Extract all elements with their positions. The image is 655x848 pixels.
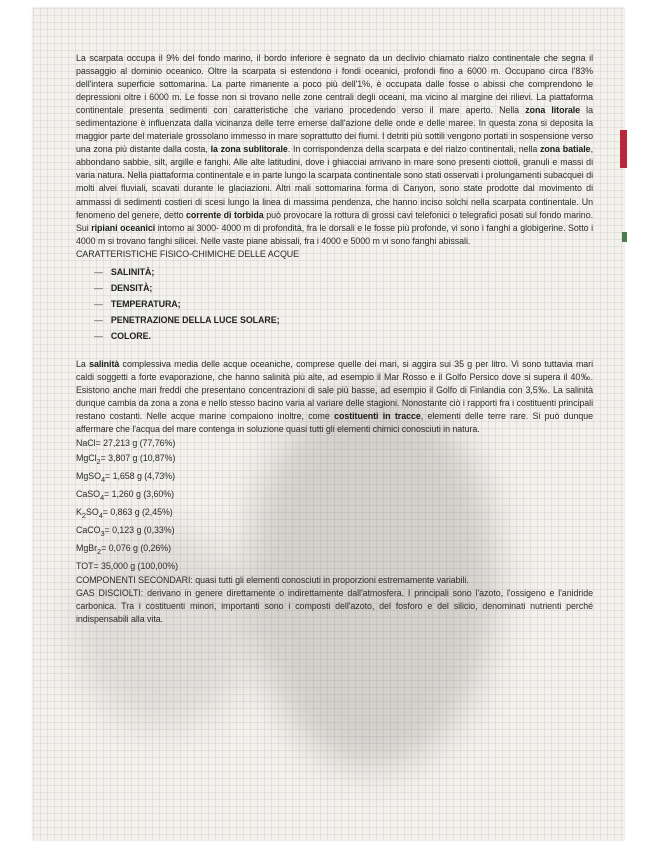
- section-title: CARATTERISTICHE FISICO-CHIMICHE DELLE ACQUE: [76, 248, 300, 259]
- compound-line: NaCl= 27,213 g (77,76%): [76, 438, 176, 449]
- compound-line: CaCO$_3$= 0,123 g (0,33%): [76, 525, 175, 538]
- compound-list: [76, 436, 593, 574]
- list-item: — DENSITÀ;: [94, 282, 153, 293]
- page-marker-tab: [620, 130, 627, 168]
- list-item: — PENETRAZIONE DELLA LUCE SOLARE;: [94, 314, 280, 325]
- list-item: — COLORE.: [94, 330, 151, 341]
- compound-line: CaSO$_4$= 1,260 g (3,60%): [76, 489, 174, 502]
- compound-line: MgCl$_2$= 3,807 g (10,87%): [76, 453, 176, 467]
- compound-line: $K_2SO_4= 0,863$ g (2,45%): [76, 507, 173, 520]
- list-item: — TEMPERATURA;: [94, 298, 181, 309]
- page-marker-tab: [622, 232, 627, 242]
- document-text: [76, 52, 593, 627]
- compound-line: MgBr$_2$= 0,076 g (0,26%): [76, 543, 172, 556]
- salinity-paragraph: La salinità complessiva media delle acque oceaniche, comprese quelle dei mari, si aggira sui 35 g per litro. Vi sono tuttavia mari caldi soggetti a forte evaporazione, che hanno salinità più alte, ad esempio il Mar Rosso e il Golfo Persico dove si supera il 40‰. Esistono anche mari freddi che presentano concentrazioni di sale più basse, ad esempio il Golfo di Finlandia con 3,5‰. La salinità dunque cambia da zona a zona e nello stesso bacino varia al variare delle stagioni. Nonostante ciò i rapporti fra i costituenti principali restano costanti. Nelle acque marine compaiono inoltre, come costituenti in tracce, elementi delle terre rare. Si può dunque affermare che l'acqua del mare contenga in soluzione quasi tutti gli elementi chimici conosciuti in natura.: [76, 358, 594, 434]
- properties-list: [94, 264, 593, 344]
- intro-paragraph: La scarpata occupa il 9% del fondo marino, il bordo inferiore è segnato da un declivio chiamato rialzo continentale che segna il passaggio al dominio oceanico. Oltre la scarpata si estendono i fondi oceanici, profondi fino a 6000 m. Occupano circa l'83% dell'intera superficie sottomarina. La parte rimanente a poco più dell'1%, è occupata dalle fosse o abissi che comprendono le depressioni oltre i 6000 m. Le fosse non si trovano nelle zone centrali degli oceani, ma vicino al margine dei rilievi. La piattaforma continentale presenta sedimenti con caratteristiche che variano procedendo verso il mare aperto. Nella zona litorale la sedimentazione è influenzata dalla vicinanza delle terre emerse dall'azione delle onde e delle maree. In questa zona si deposita la maggior parte del materiale grossolano immesso in mare soprattutto dei fiumi. I detriti più sottili vengono portati in sospensione verso una zona più distante dalla costa, la zona sublitorale. In corrispondenza della scarpata e del rialzo continentali, nella zona batiale, abbondano sabbie, silt, argille e fanghi. Alle alte latitudini, dove i ghiacciai arrivano in mare sono presenti ciottoli, granuli e massi di varia natura. Nella piattaforma continentale e in parte lungo la scarpata continentale sono stati osservati i prolungamenti subacquei di molti alvei fluviali, scavati durante le glaciazioni. Altri mali sottomarina forma di Canyon, sono state prodotte dal movimento di ammassi di sedimenti costieri di scesi lungo la linea di massima pendenza, che hanno inciso solchi nella scarpata continentale. Un fenomeno del genere, detto corrente di torbida può provocare la rottura di grossi cavi telefonici o telegrafici posati sul fondo marino. Sui ripiani oceanici intorno ai 3000- 4000 m di profondità, fra le dorsali e le fosse più profonde, vi sono i fanghi a globigerine. Sotto i 4000 m si trovano fanghi silicei. Nelle vaste piane abissali, fra i 4000 e 5000 m vi sono fanghi abissali.: [76, 53, 593, 246]
- dissolved-gases: GAS DISCIOLTI: derivano in genere direttamente o indirettamente dall'atmosfera. I principali sono l'azoto, l'ossigeno e l'anidride carbonica. Tra i costituenti minori, importanti sono i composti dell'azoto, del fosforo e del silicio, denominati nutrienti perché indispensabili alla vita.: [76, 588, 593, 625]
- compound-line: MgSO$_4$= 1,658 g (4,73%): [76, 471, 175, 484]
- compound-line: TOT= 35,000 g (100,00%): [76, 561, 179, 572]
- secondary-components: COMPONENTI SECONDARI: quasi tutti gli elementi conosciuti in proporzioni estremamente variabili.: [76, 575, 469, 586]
- list-item: — SALINITÀ;: [94, 266, 155, 277]
